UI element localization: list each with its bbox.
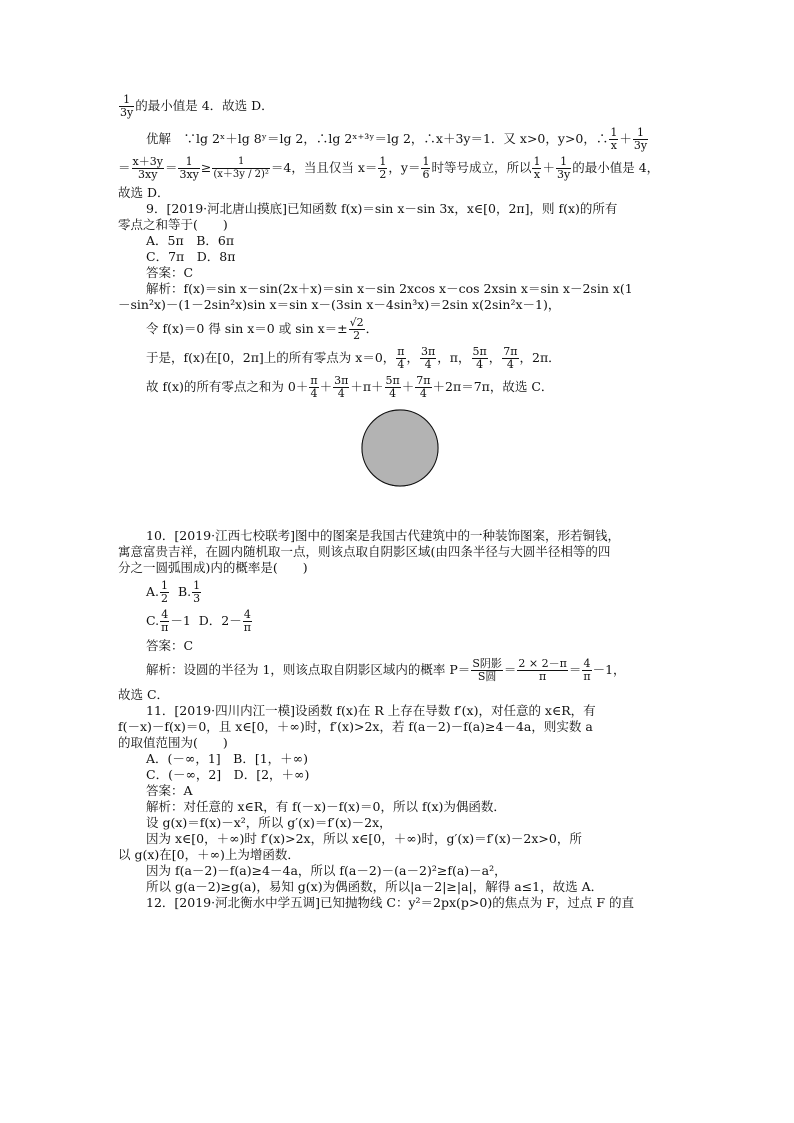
question-11-solution: 因为 x∈[0，＋∞)时 f′(x)>2x，所以 x∈[0，＋∞)时，g′(x)＝f′(x)－2x>0，所 [146, 831, 582, 846]
fraction: $\frac{1}{3y}$ [120, 93, 134, 119]
coin-pattern-figure [118, 408, 678, 492]
question-11-options-ab: A．(－∞，1] B．[1，＋∞) [146, 751, 308, 766]
equation-line: ＝ $\frac{x+3y}{3xy}$ ＝ $\frac{1}{3xy}$ ≥ $\frac{1}{\text{(x＋3y / 2)²}}$ ＝4，当且仅当 x＝ $\frac{1}{2}$ ，y＝ $\frac{1}{6}$ 时等号成立，所以 $\frac{1}{x}$ ＋ $\frac{1}{3y}$ 的最小值是 4， [118, 155, 660, 181]
question-9-solution-cont: －sin²x)－(1－2sin²x)sin x＝sin x－(3sin x－4sin³x)＝2sin x(2sin²x－1)， [118, 297, 561, 312]
question-11-solution: 设 g(x)＝f(x)－x²，所以 g′(x)＝f′(x)－2x， [146, 815, 392, 830]
question-12-stem: 12．[2019·河北衡水中学五调]已知抛物线 C：y²＝2px(p>0)的焦点为 F，过点 F 的直 [146, 895, 635, 910]
circle-with-shaded-region [360, 408, 440, 488]
question-11-stem-cont: f(－x)－f(x)＝0，且 x∈[0，＋∞)时，f′(x)>2x，若 f(a－2)－f(a)≥4－4a，则实数 a [118, 719, 593, 734]
question-9-options-ab: A．5π B．6π [146, 233, 235, 248]
paragraph: $\frac{1}{3y}$ 的最小值是 4．故选 D． [120, 93, 274, 119]
question-11-solution-cont: 以 g(x)在[0，＋∞)上为增函数． [118, 847, 300, 862]
question-10-answer: 答案：C [146, 638, 194, 653]
question-10-options-cd: C. $\frac{4}{\pi}$ －1 D．2－ $\frac{4}{\pi}$ [146, 608, 251, 634]
paragraph-line: 故选 D． [118, 185, 170, 200]
question-11-solution: 因为 f(a－2)－f(a)≥4－4a，所以 f(a－2)－(a－2)²≥f(a)－a²， [146, 863, 507, 878]
question-9-answer: 答案：C [146, 265, 194, 280]
question-10-stem-cont: 寓意富贵吉祥，在圆内随机取一点，则该点取自阴影区域(由四条半径与大圆半径相等的四 [118, 544, 611, 559]
question-9-solution-line: 故 f(x)的所有零点之和为 0＋ $\frac{\pi}{4}$ ＋ $\frac{3\pi}{4}$ ＋π＋ $\frac{5\pi}{4}$ ＋ $\frac{7\pi}{4}$ ＋2π＝7π，故选 C． [146, 374, 554, 400]
question-10-stem: 10．[2019·江西七校联考]图中的图案是我国古代建筑中的一种装饰图案，形若铜钱， [146, 528, 620, 543]
question-11-solution: 解析：对任意的 x∈R，有 f(－x)－f(x)＝0，所以 f(x)为偶函数． [146, 799, 506, 814]
question-11-solution: 所以 g(a－2)≥g(a)，易知 g(x)为偶函数，所以|a－2|≥|a|，解得 a≤1，故选 A． [146, 879, 604, 894]
question-11-answer: 答案：A [146, 783, 193, 798]
question-11-stem-cont: 的取值范围为( ) [118, 735, 228, 750]
paragraph: 优解 ∵lg 2ˣ＋lg 8ʸ＝lg 2，∴lg 2ˣ⁺³ʸ＝lg 2，∴x＋3y＝1．又 x>0，y>0，∴ $\frac{1}{x}$ ＋ $\frac{1}{3y}$ [146, 126, 648, 152]
document-page [118, 94, 678, 911]
question-9-solution-line: 令 f(x)＝0 得 sin x＝0 或 sin x＝± $\frac{√2}{2}$ ． [146, 316, 379, 342]
question-10-stem-cont: 分之一圆弧围成)内的概率是( ) [118, 560, 308, 575]
question-9-solution: 解析：f(x)＝sin x－sin(2x＋x)＝sin x－sin 2xcos x－cos 2xsin x＝sin x－2sin x(1 [146, 281, 633, 296]
question-9-options-cd: C．7π D．8π [146, 249, 236, 264]
question-11-options-cd: C．(－∞，2] D．[2，＋∞) [146, 767, 310, 782]
question-9-stem-cont: 零点之和等于( ) [118, 217, 228, 232]
question-11-stem: 11．[2019·四川内江一模]设函数 f(x)在 R 上存在导数 f′(x)，对任意的 x∈R，有 [146, 703, 596, 718]
question-9-stem: 9．[2019·河北唐山摸底]已知函数 f(x)＝sin x－sin 3x，x∈[0，2π]，则 f(x)的所有 [146, 201, 618, 216]
question-9-solution-line: 于是，f(x)在[0，2π]上的所有零点为 x＝0， $\frac{\pi}{4}$ ， $\frac{3\pi}{4}$ ，π， $\frac{5\pi}{4}$ ， $\frac{7\pi}{4}$ ，2π． [146, 345, 561, 371]
question-10-solution: 解析：设圆的半径为 1，则该点取自阴影区域内的概率 P＝ $\frac{\text{S阴影}}{\text{S圆}}$ ＝ $\frac{2 \times 2-\pi}{\pi}$ ＝ $\frac{4}{\pi}$ －1， [146, 657, 626, 683]
shaded-region [362, 410, 438, 486]
question-10-options-ab: A. $\frac{1}{2}$ B. $\frac{1}{3}$ [146, 579, 201, 605]
question-10-solution-cont: 故选 C． [118, 687, 170, 702]
